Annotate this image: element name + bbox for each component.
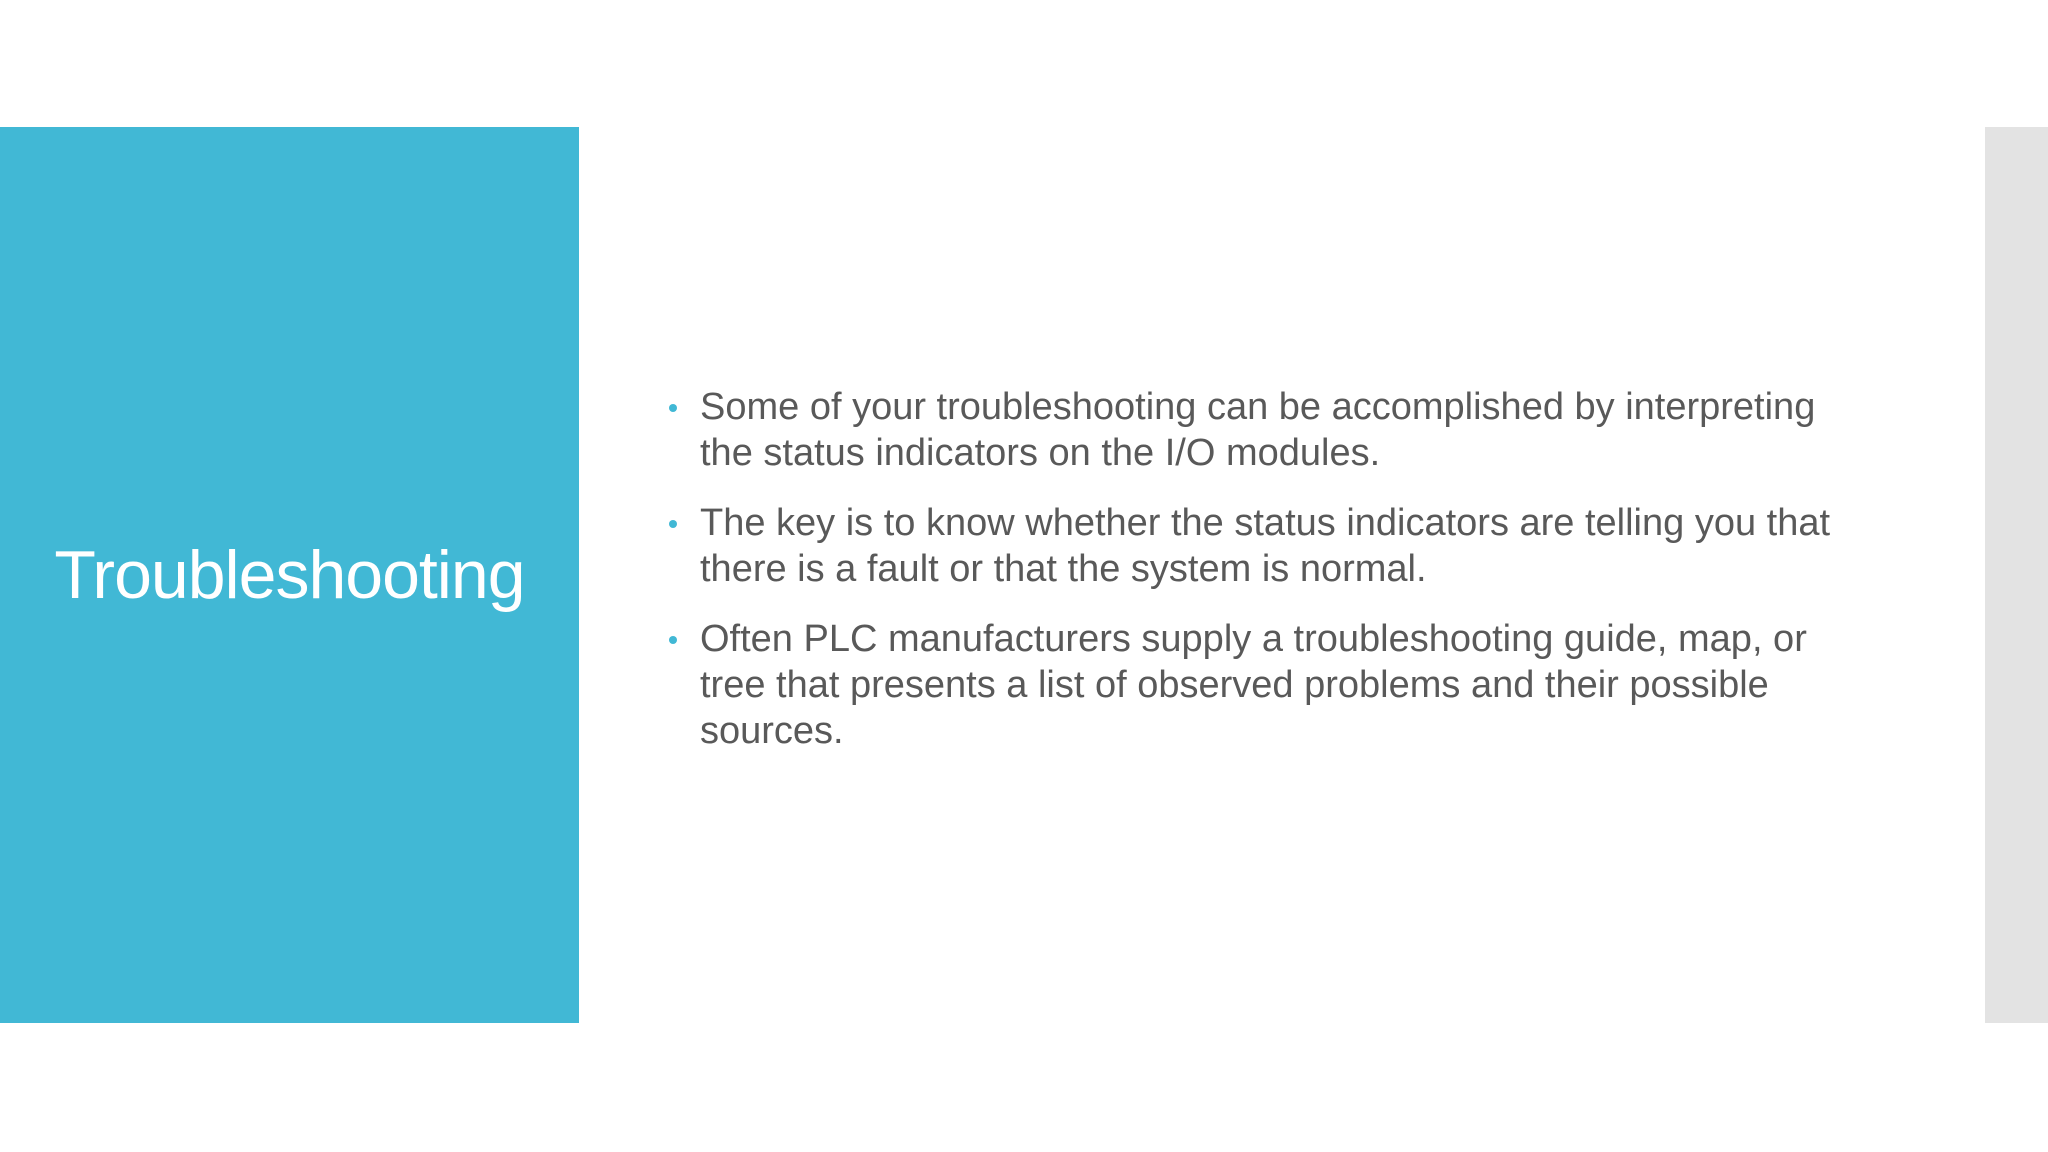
bullet-dot-icon [669,404,677,412]
bullet-item [665,384,1865,476]
title-panel [0,127,579,1023]
bullet-dot-icon [669,520,677,528]
bullet-list [665,384,1865,778]
right-side-bar [1985,127,2048,1023]
bullet-text: The key is to know whether the status indicators are telling you that there is a fault or that the system is normal. [700,502,1831,590]
bullet-item [665,616,1865,754]
bullet-item [665,500,1865,592]
bullet-text: Often PLC manufacturers supply a troubleshooting guide, map, or tree that presents a list of observed problems and their possible sources. [700,618,1807,752]
slide-title: Troubleshooting [54,537,525,613]
bullet-dot-icon [669,636,677,644]
bullet-text: Some of your troubleshooting can be accomplished by interpreting the status indicators on the I/O modules. [700,386,1816,474]
